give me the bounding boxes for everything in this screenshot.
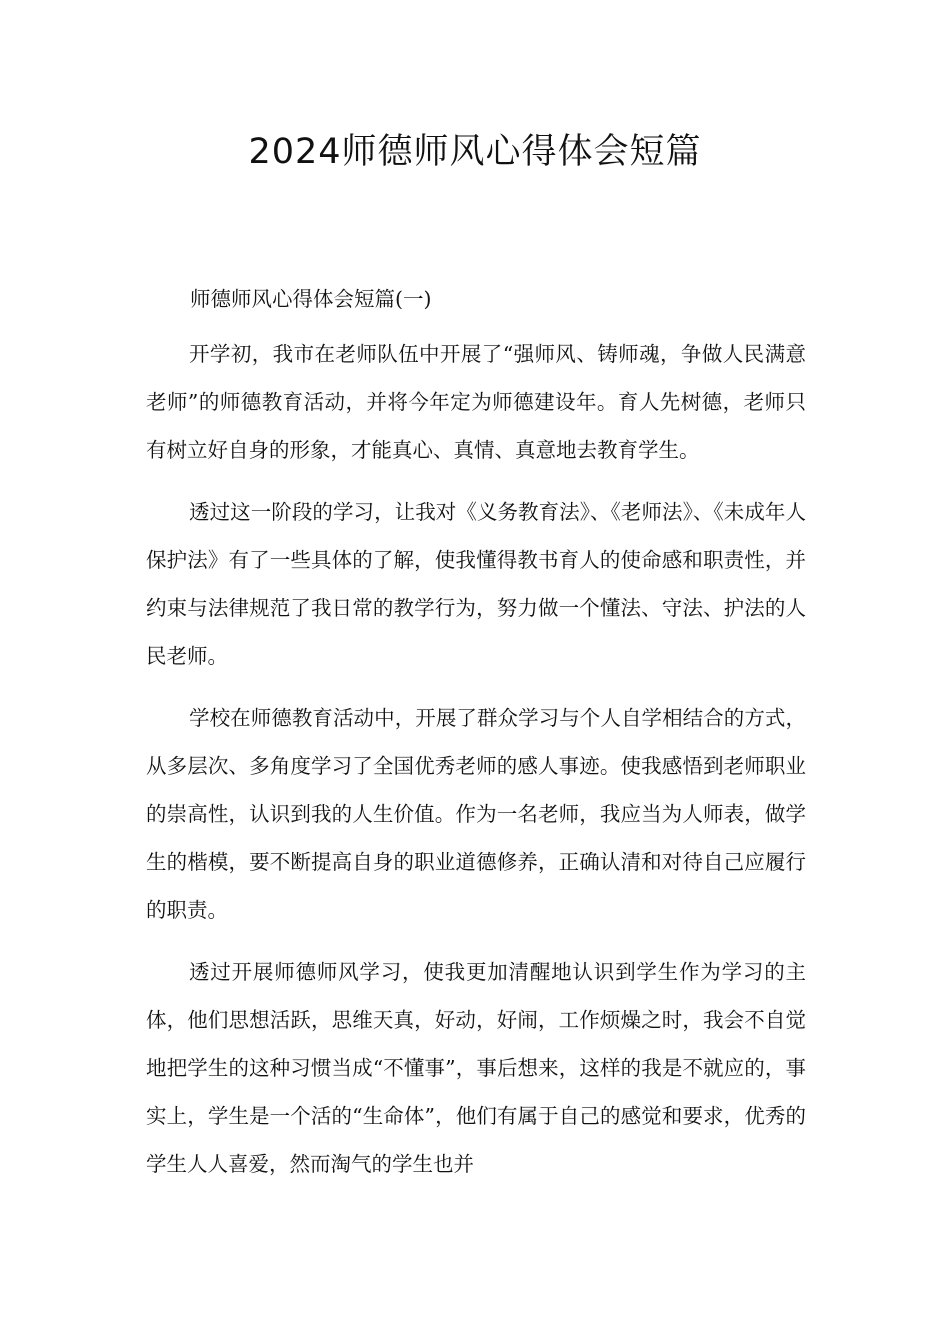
paragraph: 透过这一阶段的学习，让我对《义务教育法》、《老师法》、《未成年人保护法》有了一些具体的了解，使我懂得教书育人的使命感和职责性，并约束与法律规范了我日常的教学行为，努力做一个懂法、守法、护法的人民老师。 [146,500,806,668]
section-subtitle: 师德师风心得体会短篇(一) [190,287,432,311]
paragraph: 开学初，我市在老师队伍中开展了“强师风、铸师魂，争做人民满意老师”的师德教育活动，并将今年定为师德建设年。育人先树德，老师只有树立好自身的形象，才能真心、真情、真意地去教育学生。 [146,342,806,462]
paragraph: 学校在师德教育活动中，开展了群众学习与个人自学相结合的方式，从多层次、多角度学习了全国优秀老师的感人事迹。使我感悟到老师职业的崇高性，认识到我的人生价值。作为一名老师，我应当为人师表，做学生的楷模，要不断提高自身的职业道德修养，正确认清和对待自己应履行的职责。 [146,706,806,922]
paragraph: 透过开展师德师风学习，使我更加清醒地认识到学生作为学习的主体，他们思想活跃，思维天真，好动，好闹，工作烦燥之时，我会不自觉地把学生的这种习惯当成“不懂事”，事后想来，这样的我是不就应的，事实上，学生是一个活的“生命体”，他们有属于自己的感觉和要求，优秀的学生人人喜爱，然而淘气的学生也并 [146,960,806,1176]
document-title: 2024师德师风心得体会短篇 [248,132,702,172]
body-text [146,330,806,1202]
